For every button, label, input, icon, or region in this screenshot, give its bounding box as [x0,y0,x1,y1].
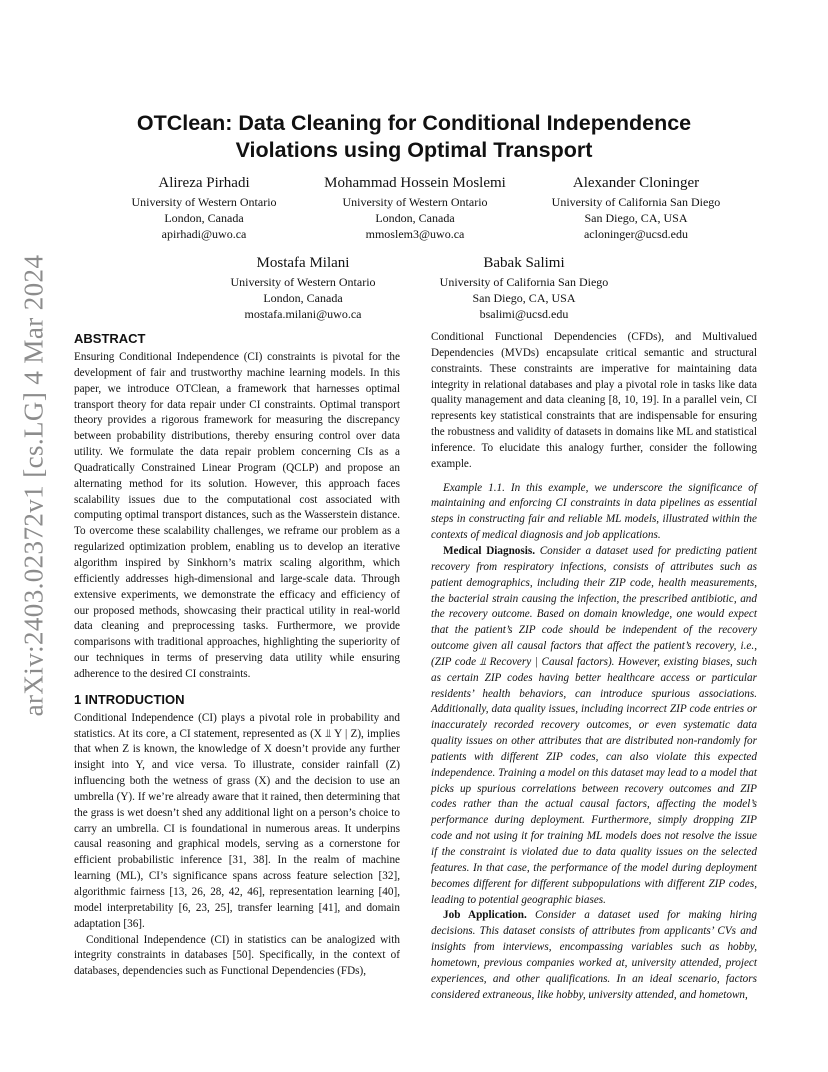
author-block-milani [193,253,413,322]
author-email: bsalimi@ucsd.edu [479,307,569,321]
arxiv-side-label [10,254,58,716]
medical-diagnosis-heading: Medical Diagnosis. [443,544,536,557]
intro-paragraph-2: Conditional Independence (CI) in statistics can be analogized with integrity constraints in databases [50]. Specifically, in the context of databases, dependencies such as Functional Dependencies (FDs), [74,933,400,978]
author-location: San Diego, CA, USA [472,291,576,305]
author-affiliation: University of Western Ontario [342,195,488,209]
author-location: London, Canada [164,211,244,225]
author-affiliation: University of Western Ontario [230,275,376,289]
abstract-heading: ABSTRACT [74,331,146,346]
paper-title-line-2: Violations using Optimal Transport [235,138,593,162]
author-block-cloninger [526,173,746,242]
introduction-heading: 1 INTRODUCTION [74,691,185,707]
author-email: acloninger@ucsd.edu [583,227,688,241]
paper-title-line-1: OTClean: Data Cleaning for Conditional Independence [136,111,692,135]
left-column [74,330,400,980]
right-paragraph-1: Conditional Functional Dependencies (CFDs), and Multivalued Dependencies (MVDs) encapsulate critical semantic and structural constraints. These constraints are imperative for maintaining data integrity in relational databases and play a pivotal role in tasks like data quality management and data cleaning [8, 10, 19]. In a parallel vein, CI represents key statistical constraints that are indispensable for ensuring the robustness and validity of datasets in domains like ML and statistical inference. To elucidate this analogy further, consider the following example. [431,331,757,470]
intro-paragraph-1: Conditional Independence (CI) plays a pivotal role in probability and statistics. At its core, a CI statement, represented as (X ⫫ Y | Z), implies that when Z is known, the knowledge of X doesn’t provide any further insight into Y, and vice versa. To illustrate, consider rainfall (Z) influencing both the wetness of grass (X) and the decision to use an umbrella (Y). If we’re already aware that it rained, then determining that the grass is wet doesn’t shed any additional light on a person’s choice to carry an umbrella. CI is foundational in numerous areas. It underpins causal reasoning and graphical models, serving as a cornerstone for efficient probabilistic inference [31, 38]. In the realm of machine learning (ML), CI’s significance spans across feature selection [32], algorithmic fairness [13, 26, 28, 42, 46], representation learning [40], model interpretability [6, 23, 25], transfer learning [41], and domain adaptation [36]. [74,711,400,930]
author-email: mostafa.milani@uwo.ca [244,307,362,321]
author-name: Alexander Cloninger [572,175,700,191]
medical-diagnosis-text: Consider a dataset used for predicting patient recovery from respiratory infections, consists of attributes such as patient demographics, including their ZIP code, health measurements, the bacterial strain causing the infection, the prescribed antibiotic, and the recovery outcome. Based on domain knowledge, one would expect that the patient’s ZIP code should be independent of the recovery outcome given all causal factors that affect the patient’s recovery, i.e., (ZIP code ⫫ Recovery | Causal factors). However, existing biases, such as certain ZIP codes having better healthcare access or particular residents’ health behaviors, can introduce spurious associations. Additionally, data quality issues, including incorrect ZIP code entries or inaccurately recorded recovery outcomes, or even systematic data quality issues on other attributes that are distributed non-randomly for patients with different ZIP codes, can also violate this expected independence. Training a model on this dataset may lead to a model that picks up spurious correlations between recovery outcomes and ZIP codes rather than the actual causal factors, affecting the model’s performance during deployment. Furthermore, simply dropping ZIP code and not using it for training ML models does not resolve the issue if the constraint is violated due to data quality issues on the selected features. In that case, the performance of the model during deployment becomes different for different subpopulations with different ZIP codes, leading to potential geographic biases. [431,544,758,906]
job-application-text: Consider a dataset used for making hiring decisions. This dataset consists of attributes from applicants’ CVs and insights from interviews, encompassing variables such as hobby, hometown, previous companies worked at, university attended, project experiences, and other qualifications. In an ideal scenario, factors considered extraneous, like hobby, university attended, and hometown, [431,909,757,1001]
arxiv-identifier: arXiv:2403.02372v1 [cs.LG] 4 Mar 2024 [18,254,49,716]
job-application-heading: Job Application. [443,909,527,922]
author-affiliation: University of Western Ontario [131,195,277,209]
author-affiliation: University of California San Diego [551,195,721,209]
author-block-salimi [414,253,634,322]
medical-diagnosis-paragraph [431,544,757,908]
author-block-pirhadi [94,173,314,242]
author-block-moslemi [300,173,530,242]
example-lead-paragraph: Example 1.1. In this example, we underscore the significance of maintaining and enforcing CI constraints in data pipelines as essential steps in constructing fair and reliable ML models, illustrated within the contexts of medical diagnosis and job applications. [431,481,757,542]
author-location: San Diego, CA, USA [584,211,688,225]
author-location: London, Canada [375,211,455,225]
author-email: mmoslem3@uwo.ca [365,227,465,241]
abstract-text: Ensuring Conditional Independence (CI) constraints is pivotal for the development of fair and trustworthy machine learning models. In this paper, we introduce OTClean, a framework that harnesses optimal transport theory for data repair under CI constraints. Optimal transport theory provides a rigorous framework for measuring the discrepancy between probability distributions, thereby ensuring control over data utility. We formulate the data repair problem concerning CIs as a Quadratically Constrained Linear Program (QCLP) and propose an alternating method for its solution. However, this approach faces scalability issues due to the computational cost associated with computing optimal transport distances, such as the Wasserstein distance. To overcome these scalability challenges, we reframe our problem as a regularized optimization problem, enabling us to develop an iterative algorithm inspired by Sinkhorn’s matrix scaling algorithm, which efficiently addresses high-dimensional and large-scale data. Through extensive experiments, we demonstrate the efficacy and efficiency of our proposed methods, showcasing their practical utility in real-world data cleaning and preprocessing tasks. Furthermore, we provide comparisons with traditional approaches, highlighting the superiority of our techniques in terms of preserving data utility while ensuring adherence to the desired CI constraints. [74,351,400,680]
author-name: Mostafa Milani [256,255,350,271]
right-column [431,330,757,1003]
job-application-paragraph [431,908,757,1003]
author-location: London, Canada [263,291,343,305]
author-name: Babak Salimi [483,255,565,271]
author-name: Alireza Pirhadi [158,175,250,191]
author-email: apirhadi@uwo.ca [161,227,247,241]
author-name: Mohammad Hossein Moslemi [324,175,506,191]
author-affiliation: University of California San Diego [439,275,609,289]
